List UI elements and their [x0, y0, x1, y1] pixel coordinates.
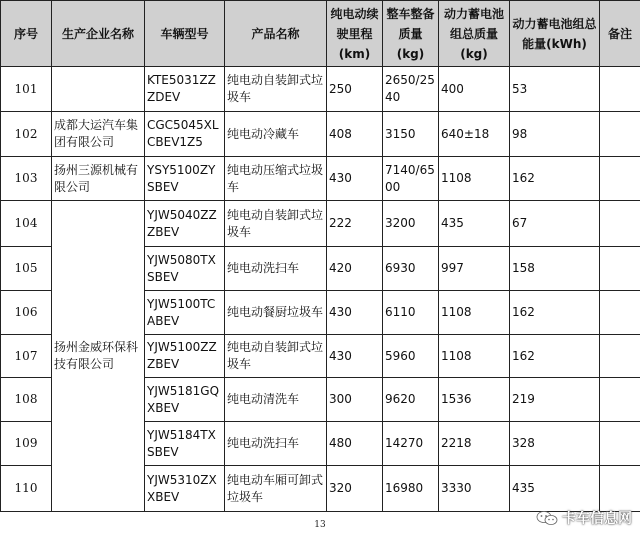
cell-range: 430	[327, 291, 383, 335]
header-seq: 序号	[1, 1, 52, 67]
cell-range: 408	[327, 112, 383, 157]
cell-product: 纯电动自装卸式垃圾车	[225, 67, 327, 112]
cell-product: 纯电动洗扫车	[225, 422, 327, 466]
cell-note	[600, 335, 640, 378]
cell-mass: 9620	[383, 378, 439, 422]
cell-product: 纯电动压缩式垃圾车	[225, 157, 327, 201]
cell-seq: 108	[1, 378, 52, 422]
cell-battery-mass: 640±18	[439, 112, 510, 157]
cell-model: YJW5181GQXBEV	[145, 378, 225, 422]
cell-range: 250	[327, 67, 383, 112]
cell-model: YJW5040ZZZBEV	[145, 201, 225, 247]
cell-note	[600, 378, 640, 422]
cell-battery-energy: 435	[510, 466, 600, 512]
cell-battery-energy: 158	[510, 247, 600, 291]
cell-seq: 101	[1, 67, 52, 112]
cell-range: 430	[327, 157, 383, 201]
header-note: 备注	[600, 1, 640, 67]
cell-range: 300	[327, 378, 383, 422]
header-mass: 整车整备质量(kg)	[383, 1, 439, 67]
cell-mass: 14270	[383, 422, 439, 466]
cell-mass: 2650/2540	[383, 67, 439, 112]
cell-note	[600, 247, 640, 291]
cell-battery-mass: 2218	[439, 422, 510, 466]
cell-battery-energy: 162	[510, 335, 600, 378]
cell-product: 纯电动车厢可卸式垃圾车	[225, 466, 327, 512]
cell-battery-energy: 219	[510, 378, 600, 422]
cell-model: YJW5184TXSBEV	[145, 422, 225, 466]
cell-company	[52, 67, 145, 112]
cell-model: KTE5031ZZZDEV	[145, 67, 225, 112]
cell-seq: 104	[1, 201, 52, 247]
cell-note	[600, 422, 640, 466]
cell-model: YJW5310ZXXBEV	[145, 466, 225, 512]
cell-model: YSY5100ZYSBEV	[145, 157, 225, 201]
cell-battery-mass: 3330	[439, 466, 510, 512]
cell-company: 成都大运汽车集团有限公司	[52, 112, 145, 157]
table-row	[1, 112, 640, 157]
cell-model: YJW5100TCABEV	[145, 291, 225, 335]
cell-mass: 7140/6500	[383, 157, 439, 201]
cell-product: 纯电动自装卸式垃圾车	[225, 201, 327, 247]
table-header-row	[1, 1, 640, 67]
cell-range: 480	[327, 422, 383, 466]
cell-seq: 109	[1, 422, 52, 466]
cell-model: YJW5080TXSBEV	[145, 247, 225, 291]
cell-battery-energy: 162	[510, 157, 600, 201]
cell-product: 纯电动洗扫车	[225, 247, 327, 291]
wechat-icon	[536, 510, 558, 526]
table-row	[1, 201, 640, 247]
cell-seq: 106	[1, 291, 52, 335]
cell-product: 纯电动餐厨垃圾车	[225, 291, 327, 335]
cell-product: 纯电动清洗车	[225, 378, 327, 422]
cell-model: CGC5045XLCBEV1Z5	[145, 112, 225, 157]
cell-battery-energy: 98	[510, 112, 600, 157]
cell-seq: 110	[1, 466, 52, 512]
cell-battery-energy: 67	[510, 201, 600, 247]
cell-company: 扬州金威环保科技有限公司	[52, 201, 145, 512]
header-range: 纯电动续驶里程(km)	[327, 1, 383, 67]
cell-range: 320	[327, 466, 383, 512]
cell-range: 222	[327, 201, 383, 247]
cell-product: 纯电动冷藏车	[225, 112, 327, 157]
cell-seq: 107	[1, 335, 52, 378]
table-row	[1, 157, 640, 201]
cell-note	[600, 466, 640, 512]
cell-range: 430	[327, 335, 383, 378]
cell-battery-mass: 1108	[439, 291, 510, 335]
page-number: 13	[314, 520, 326, 530]
cell-model: YJW5100ZZZBEV	[145, 335, 225, 378]
cell-range: 420	[327, 247, 383, 291]
cell-note	[600, 157, 640, 201]
cell-mass: 5960	[383, 335, 439, 378]
header-model: 车辆型号	[145, 1, 225, 67]
header-product: 产品名称	[225, 1, 327, 67]
cell-battery-energy: 328	[510, 422, 600, 466]
cell-product: 纯电动自装卸式垃圾车	[225, 335, 327, 378]
cell-note	[600, 112, 640, 157]
cell-battery-mass: 400	[439, 67, 510, 112]
cell-mass: 6930	[383, 247, 439, 291]
cell-seq: 102	[1, 112, 52, 157]
cell-mass: 3200	[383, 201, 439, 247]
header-battery-energy: 动力蓄电池组总能量(kWh)	[510, 1, 600, 67]
cell-note	[600, 67, 640, 112]
cell-company: 扬州三源机械有限公司	[52, 157, 145, 201]
cell-note	[600, 201, 640, 247]
cell-battery-energy: 53	[510, 67, 600, 112]
cell-note	[600, 291, 640, 335]
cell-battery-mass: 1108	[439, 157, 510, 201]
cell-seq: 105	[1, 247, 52, 291]
cell-battery-mass: 435	[439, 201, 510, 247]
cell-seq: 103	[1, 157, 52, 201]
header-company: 生产企业名称	[52, 1, 145, 67]
cell-battery-mass: 1536	[439, 378, 510, 422]
cell-battery-mass: 1108	[439, 335, 510, 378]
header-battery-mass: 动力蓄电池组总质量(kg)	[439, 1, 510, 67]
cell-mass: 3150	[383, 112, 439, 157]
watermark	[536, 508, 632, 528]
cell-battery-mass: 997	[439, 247, 510, 291]
cell-battery-energy: 162	[510, 291, 600, 335]
cell-mass: 16980	[383, 466, 439, 512]
table-row	[1, 67, 640, 112]
watermark-text: 卡车信息网	[562, 511, 632, 527]
cell-mass: 6110	[383, 291, 439, 335]
